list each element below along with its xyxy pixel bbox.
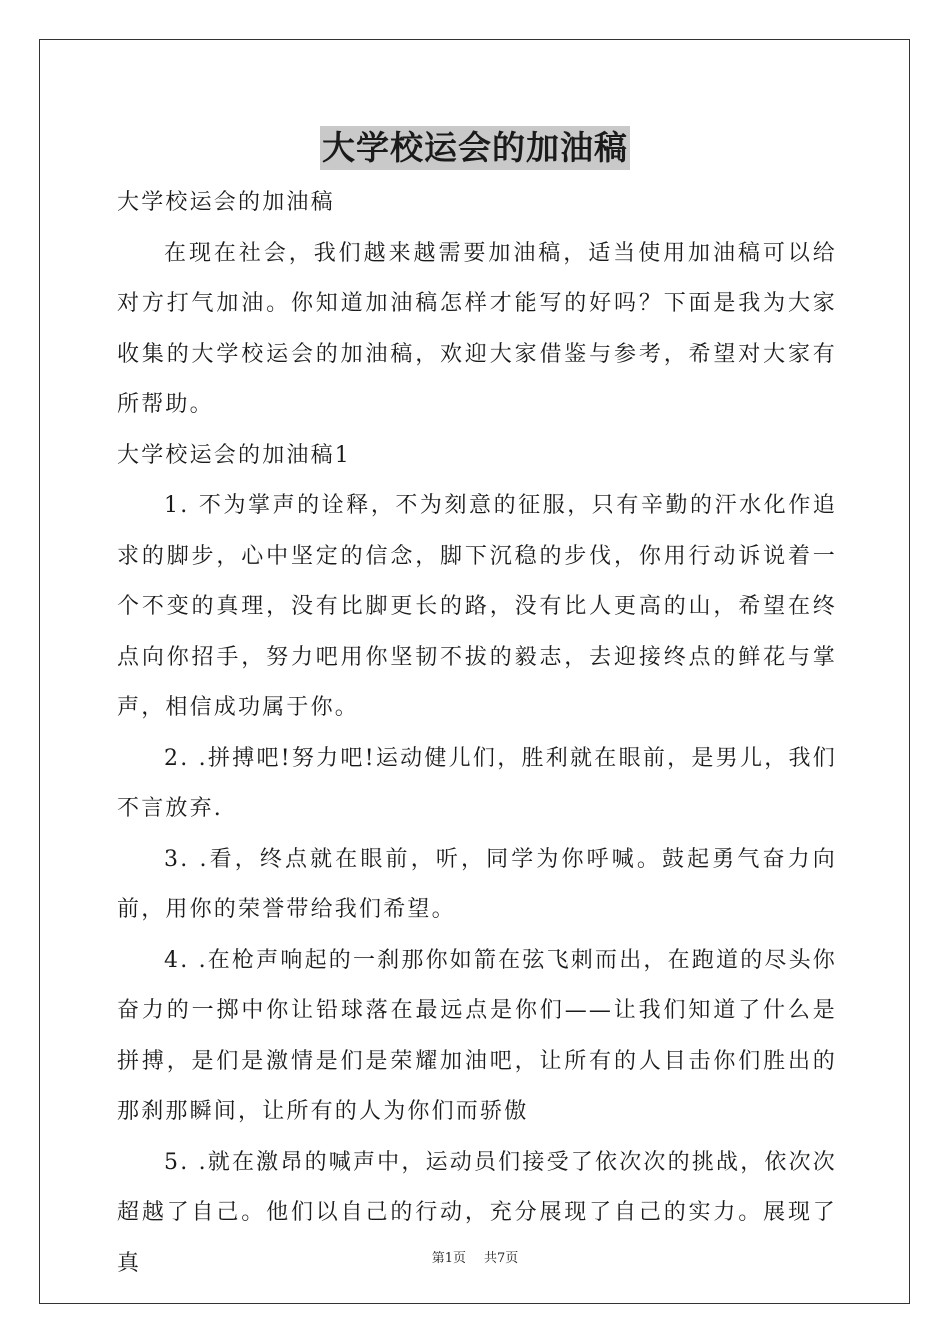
page-total: 共7页 — [484, 1251, 519, 1266]
subtitle: 大学校运会的加油稿 — [117, 190, 335, 215]
page-footer — [0, 1247, 950, 1266]
intro-paragraph: 在现在社会，我们越来越需要加油稿，适当使用加油稿可以给对方打气加油。你知道加油稿怎样才能写的好吗？下面是我为大家收集的大学校运会的加油稿，欢迎大家借鉴与参考，希望对大家有所帮助。 — [117, 240, 837, 417]
cheer-item-2: 2. .拼搏吧!努力吧!运动健儿们，胜利就在眼前，是男儿，我们不言放弃. — [117, 745, 837, 821]
title-container — [0, 126, 950, 170]
section-heading: 大学校运会的加油稿1 — [117, 442, 351, 468]
document-body — [117, 178, 837, 1289]
cheer-item-1: 1. 不为掌声的诠释，不为刻意的征服，只有辛勤的汗水化作追求的脚步，心中坚定的信念，脚下沉稳的步伐，你用行动诉说着一个不变的真理，没有比脚更长的路，没有比人更高的山，希望在终点向你招手，努力吧用你坚韧不拔的毅志，去迎接终点的鲜花与掌声，相信成功属于你。 — [117, 493, 837, 720]
cheer-item-5: 5. .就在激昂的喊声中，运动员们接受了依次次的挑战，依次次超越了自己。他们以自己的行动，充分展现了自己的实力。展现了真 — [117, 1149, 837, 1276]
page-number: 第1页 — [431, 1251, 466, 1266]
document-title: 大学校运会的加油稿 — [320, 126, 630, 170]
cheer-item-4: 4. .在枪声响起的一刹那你如箭在弦飞刺而出，在跑道的尽头你奋力的一掷中你让铅球落在最远点是你们——让我们知道了什么是拼搏，是们是激情是们是荣耀加油吧，让所有的人目击你们胜出的那刹那瞬间，让所有的人为你们而骄傲 — [117, 947, 837, 1124]
cheer-item-3: 3. .看，终点就在眼前，听，同学为你呼喊。鼓起勇气奋力向前，用你的荣誉带给我们希望。 — [117, 846, 837, 922]
